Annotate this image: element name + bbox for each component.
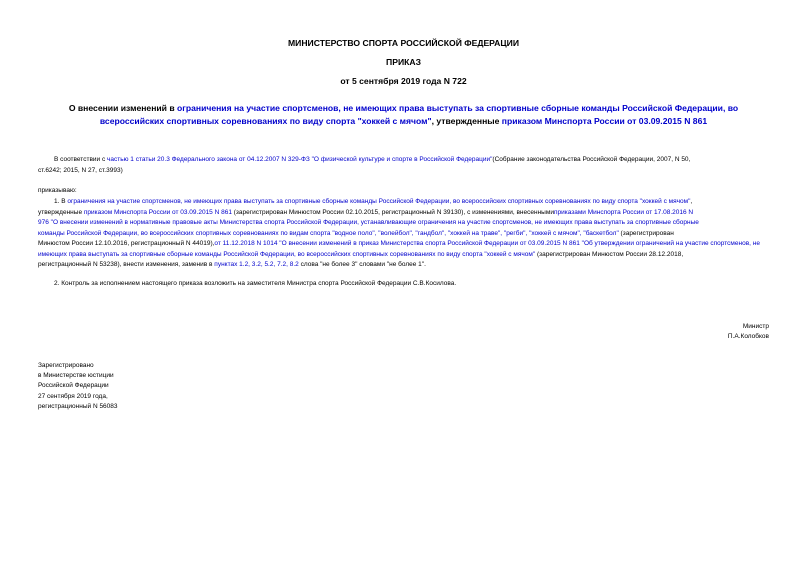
- item1-link-order-976-title-cont[interactable]: команды Российской Федерации, во всероссийских спортивных соревнованиях по видам спорта "водное поло", "волейбол", "гандбол", "хоккей на траве", "регби", "хоккей с мячом", "баскетбол": [38, 229, 619, 237]
- document-type: ПРИКАЗ: [386, 57, 421, 67]
- preamble-text-2: (Собрание законодательства Российской Федерации, 2007, N 50,: [492, 156, 691, 163]
- item1-line-5: [38, 239, 771, 250]
- title-text-1: О внесении изменений в: [68, 103, 178, 113]
- item1-text-j: (зарегистрирован: [618, 229, 674, 237]
- ministry-name: МИНИСТЕРСТВО СПОРТА РОССИЙСКОЙ ФЕДЕРАЦИИ: [287, 38, 519, 48]
- item1-link-order-1014[interactable]: от 11.12.2018 N 1014 "О внесении изменений в приказ Министерства спорта Российской Федерации от 03.09.2015 N 861 "Об утверждении ограничений на участие спортсменов, не: [214, 240, 760, 247]
- document-date-number: от 5 сентября 2019 года N 722: [340, 76, 467, 86]
- item1-line-6: [38, 250, 771, 261]
- title-link-order-861[interactable]: приказом Минспорта России от 03.09.2015 N 861: [501, 116, 708, 126]
- preamble-link-federal-law[interactable]: частью 1 статьи 20.3 Федерального закона от 04.12.2007 N 329-ФЗ "О физической культуре и спорте в Российской Федерации": [107, 156, 493, 163]
- document-title: [55, 102, 752, 128]
- preamble-text-1: В соответствии с: [54, 156, 108, 163]
- item1-text-f: (зарегистрирован Минюстом России 02.10.2015, регистрационный N 39130), с изменениями, внесенными: [231, 208, 554, 216]
- order-word: приказываю:: [38, 187, 77, 194]
- item1-line-3: [38, 218, 771, 229]
- signature-name: П.А.Колобков: [727, 333, 769, 340]
- preamble: [38, 155, 771, 176]
- registration-line-1: Зарегистрировано: [38, 362, 94, 369]
- registration-block: [38, 361, 118, 412]
- item1-line-1: [38, 197, 771, 208]
- signature-block: [728, 322, 769, 342]
- registration-line-4: 27 сентября 2019 года,: [38, 392, 108, 400]
- item1-line-2: [38, 208, 771, 219]
- registration-line-5: регистрационный N 56083: [38, 402, 118, 410]
- item1-link-points[interactable]: пунктах 1.2, 3.2, 5.2, 7.2, 8.2: [214, 261, 299, 268]
- registration-line-3: Российской Федерации: [38, 382, 109, 390]
- item1-link-order-861[interactable]: приказом Минспорта России от 03.09.2015 N 861: [83, 208, 232, 216]
- item1-text-q: слова "не более 3" словами "не более 1".: [298, 261, 426, 268]
- item-2: 2. Контроль за исполнением настоящего приказа возложить на заместителя Министра спорта Российской Федерации С.В.Косилова.: [54, 280, 457, 287]
- item1-line-7: [38, 260, 771, 271]
- item1-link-orders-976[interactable]: приказами Минспорта России от 17.08.2016 N: [553, 208, 694, 216]
- item1-line-4: [38, 229, 771, 240]
- item1-link-order-1014-cont[interactable]: имеющих права выступать за спортивные сборные команды Российской Федерации, во всероссийских спортивных соревнованиях по виду спорта "хоккей с мячом": [38, 250, 536, 258]
- title-link-restrictions[interactable]: ограничения на участие спортсменов, не имеющих права выступать за спортивные сборные команды Российской Федерации, во всероссийских спортивных соревнованиях по виду спорта "хоккей с мячом": [99, 103, 739, 126]
- item1-link-restrictions[interactable]: ограничения на участие спортсменов, не имеющих права выступать за спортивные сборные команды Российской Федерации, во всероссийских спортивных соревнованиях по виду спорта "хоккей с мячом": [67, 198, 691, 205]
- title-text-2: , утвержденные: [431, 116, 502, 126]
- item1-text-o: регистрационный N 53238), внести изменения, заменив в: [38, 261, 215, 268]
- signature-position: Министр: [742, 323, 769, 330]
- preamble-line-1: [38, 155, 771, 166]
- item1-text-a: 1. В: [54, 198, 68, 205]
- registration-line-2: в Министерстве юстиции: [38, 372, 114, 380]
- item1-text-c: ,: [690, 198, 693, 205]
- item1-text-k: Минюстом России 12.10.2016, регистрационный N 44019),: [38, 240, 215, 247]
- item1-text-n: (зарегистрирован Минюстом России 28.12.2018,: [535, 250, 684, 258]
- item-1: [38, 197, 771, 271]
- item1-link-order-976-title[interactable]: 976 "О внесении изменений в нормативные правовые акты Министерства спорта Российской Федерации, устанавливающие ограничения на участие спортсменов, не имеющих права выступать за спортивные сборные: [38, 219, 699, 226]
- preamble-line-2: ст.6242; 2015, N 27, ст.3993): [38, 166, 123, 174]
- item1-text-d: утвержденные: [38, 208, 84, 216]
